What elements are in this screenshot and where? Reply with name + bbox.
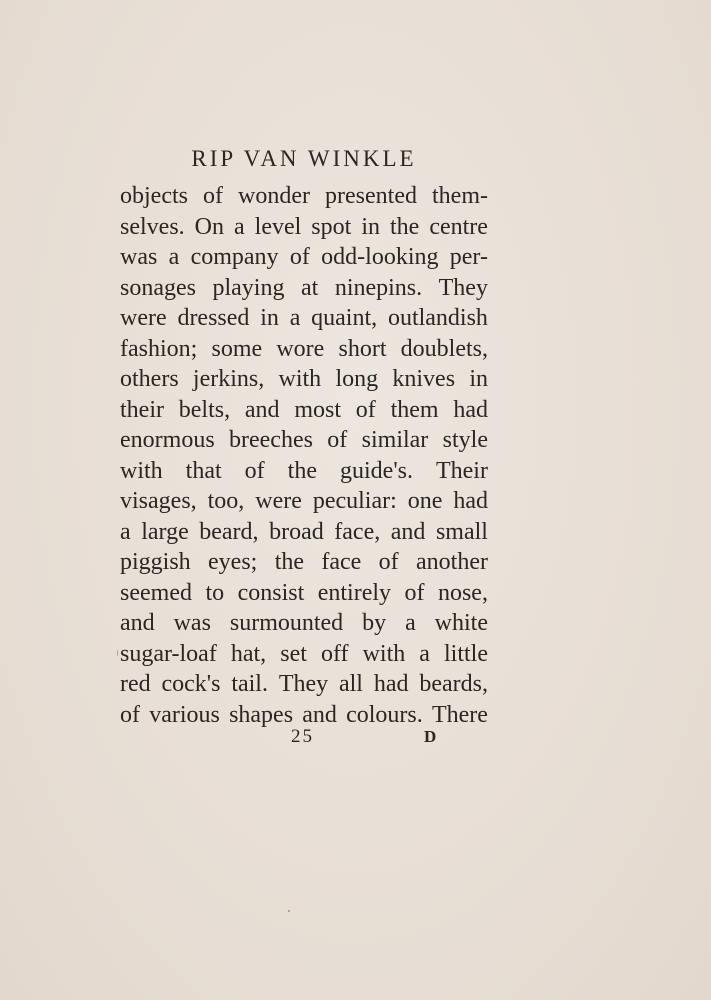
word: similar	[361, 427, 429, 453]
word: in	[361, 213, 380, 240]
word: that	[185, 457, 222, 484]
word: of	[244, 457, 265, 484]
word: of	[120, 701, 140, 728]
word: sugar-loaf	[120, 640, 217, 667]
text-line	[120, 242, 488, 273]
word: the	[274, 549, 305, 575]
running-head: RIP VAN WINKLE	[191, 146, 417, 171]
word: spot	[311, 213, 352, 240]
word: knives	[392, 366, 456, 392]
text-line	[120, 273, 488, 304]
word: large	[141, 518, 189, 545]
text-line	[120, 639, 488, 670]
page-number: 25	[291, 726, 314, 747]
word: small	[435, 518, 488, 545]
word: There	[431, 701, 488, 728]
text-line	[120, 181, 488, 212]
word: a	[405, 610, 416, 636]
text-line	[120, 303, 488, 334]
word: was	[120, 244, 158, 270]
word: white	[434, 610, 488, 636]
word: They	[438, 274, 488, 301]
word: a	[289, 305, 301, 331]
word: cock's	[161, 671, 221, 697]
text-line	[120, 456, 488, 487]
text-line	[120, 425, 488, 456]
word: shapes	[229, 701, 294, 728]
word: playing	[212, 274, 285, 301]
word: set	[280, 640, 307, 667]
word: them	[390, 396, 439, 423]
word: tail.	[231, 671, 268, 697]
word: of	[378, 549, 399, 575]
word: had	[453, 488, 488, 514]
word: breeches	[229, 427, 313, 453]
word: consist	[237, 579, 305, 606]
word: hat,	[230, 640, 267, 667]
word: doublets,	[400, 335, 488, 362]
word: all	[338, 671, 363, 697]
word: presented	[325, 183, 417, 209]
word: seemed	[120, 579, 192, 606]
word: style	[442, 427, 488, 453]
word: belts,	[178, 396, 231, 423]
word: odd-looking	[321, 244, 439, 270]
word: They	[278, 671, 329, 697]
word: short	[338, 335, 387, 362]
text-line	[120, 486, 488, 517]
text-line	[120, 517, 488, 548]
word: and	[390, 518, 426, 545]
word: outlandish	[387, 305, 488, 331]
word: selves.	[120, 213, 185, 240]
text-line	[120, 334, 488, 365]
word: one	[407, 488, 443, 514]
word: per-	[449, 244, 488, 270]
word: their	[120, 396, 164, 423]
word: face	[321, 549, 362, 575]
word: in	[469, 366, 488, 392]
word: surmounted	[229, 610, 344, 636]
word: a	[234, 213, 245, 240]
word: beards,	[419, 671, 488, 697]
word: was	[173, 610, 211, 636]
word: face,	[334, 518, 381, 545]
word: enormous	[120, 427, 215, 453]
word: red	[120, 671, 151, 697]
signature-mark: D	[424, 727, 437, 746]
word: had	[373, 671, 409, 697]
word: others	[120, 366, 179, 392]
word: and	[302, 701, 337, 728]
word: and	[120, 610, 155, 636]
word: wonder	[238, 183, 310, 209]
word: piggish	[120, 549, 191, 575]
word: peculiar:	[312, 488, 397, 514]
word: quaint,	[311, 305, 378, 331]
word: had	[453, 396, 488, 423]
word: of	[404, 579, 425, 606]
word: at	[300, 274, 319, 301]
word: of	[203, 183, 223, 209]
word: another	[416, 549, 488, 575]
word: broad	[269, 518, 324, 545]
body-text	[120, 181, 488, 730]
word: them-	[432, 183, 488, 209]
text-line	[120, 608, 488, 639]
word: by	[362, 610, 387, 636]
word: company	[190, 244, 279, 270]
word: a	[168, 244, 180, 270]
word: eyes;	[208, 549, 258, 575]
word: in	[260, 305, 279, 331]
paper-speck	[288, 910, 290, 912]
word: visages,	[120, 488, 197, 514]
word: were	[120, 305, 167, 331]
word: fashion;	[120, 335, 198, 362]
word: a	[419, 640, 430, 667]
word: some	[211, 335, 263, 362]
word: with	[278, 366, 322, 392]
text-line	[120, 547, 488, 578]
word: with	[362, 640, 406, 667]
text-line	[120, 578, 488, 609]
word: beard,	[199, 518, 259, 545]
word: most	[294, 396, 341, 423]
text-line	[120, 395, 488, 426]
word: too,	[207, 488, 245, 514]
word: of	[289, 244, 310, 270]
word: guide's.	[340, 457, 413, 484]
paper-speck	[117, 650, 118, 656]
word: the	[389, 213, 420, 240]
word: level	[254, 213, 302, 240]
word: centre	[429, 213, 488, 240]
word: dressed	[177, 305, 250, 331]
word: and	[244, 396, 280, 423]
word: wore	[276, 335, 325, 362]
word: the	[287, 457, 317, 484]
word: to	[205, 579, 225, 606]
text-line	[120, 669, 488, 700]
text-line	[120, 212, 488, 243]
word: entirely	[317, 579, 392, 606]
word: Their	[435, 457, 488, 484]
word: of	[327, 427, 348, 453]
text-line	[120, 364, 488, 395]
word: jerkins,	[192, 366, 265, 392]
word: a	[120, 518, 131, 545]
word: of	[355, 396, 376, 423]
word: colours.	[346, 701, 423, 728]
word: long	[335, 366, 379, 392]
word: various	[149, 701, 220, 728]
word: On	[194, 213, 224, 240]
word: objects	[120, 183, 188, 209]
page-footer	[120, 722, 488, 752]
word: nose,	[437, 579, 488, 606]
word: off	[320, 640, 349, 667]
word: ninepins.	[334, 274, 423, 301]
word: with	[120, 457, 163, 484]
word: little	[443, 640, 488, 667]
word: were	[255, 488, 302, 514]
word: sonages	[120, 274, 196, 301]
